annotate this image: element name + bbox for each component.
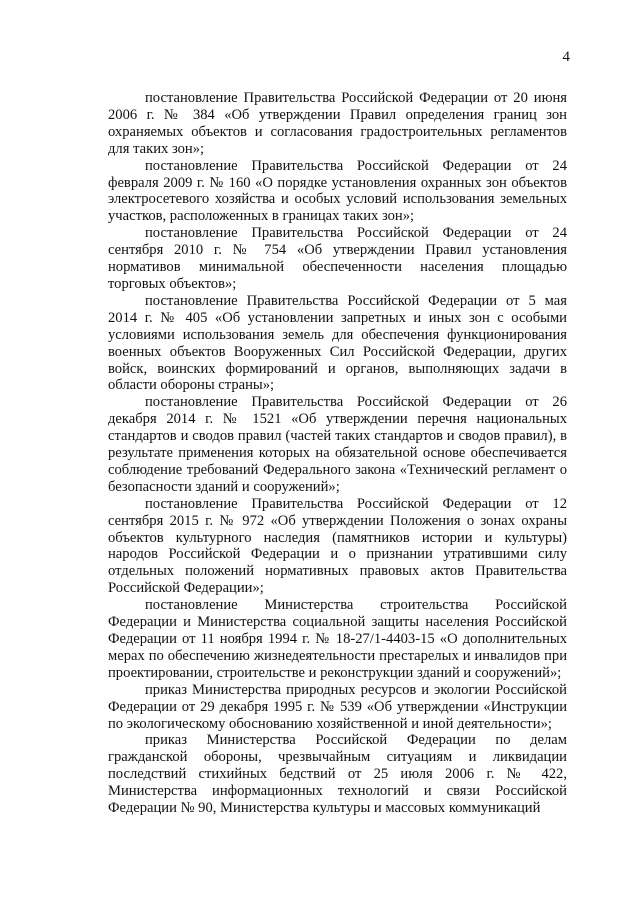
paragraph-resolution-972: постановление Правительства Российской Федерации от 12 сентября 2015 г. № 972 «Об утверждении Положения о зонах охраны объектов культурного наследия (памятников истории и культуры) народов Российской Федерации и о признании утратившими силу отдельных положений нормативных правовых актов Правительства Российской Федерации»; [108,495,567,597]
page-number: 4 [562,49,570,65]
paragraph-resolution-405: постановление Правительства Российской Федерации от 5 мая 2014 г. № 405 «Об установлении запретных и иных зон с особыми условиями использования земель для обеспечения функционирования военных объектов Вооруженных Сил Российской Федерации, других войск, воинских формирований и органов, выполняющих задачи в области обороны страны»; [108,292,567,394]
document-body [108,90,567,817]
paragraph-resolution-384: постановление Правительства Российской Федерации от 20 июня 2006 г. № 384 «Об утверждении Правил определения границ зон охраняемых объектов и согласования градостроительных регламентов для таких зон»; [108,90,567,157]
paragraph-resolution-160: постановление Правительства Российской Федерации от 24 февраля 2009 г. № 160 «О порядке установления охранных зон объектов электросетевого хозяйства и особых условий использования земельных участков, расположенных в границах таких зон»; [108,157,567,225]
paragraph-resolution-754: постановление Правительства Российской Федерации от 24 сентября 2010 г. № 754 «Об утверждении Правил установления нормативов минимальной обеспеченности населения площадью торговых объектов»; [108,225,567,292]
paragraph-order-422: приказ Министерства Российской Федерации по делам гражданской обороны, чрезвычайным ситуациям и ликвидации последствий стихийных бедствий от 25 июля 2006 г. № 422, Министерства информационных технологий и связи Российской Федерации № 90, Министерства культуры и массовых коммуникаций [108,732,567,817]
paragraph-resolution-1521: постановление Правительства Российской Федерации от 26 декабря 2014 г. № 1521 «Об утверждении перечня национальных стандартов и сводов правил (частей таких стандартов и сводов правил), в результате применения которых на обязательной основе обеспечивается соблюдение требований Федерального закона «Технический регламент о безопасности зданий и сооружений»; [108,394,567,495]
paragraph-ministry-resolution-18-27: постановление Министерства строительства Российской Федерации и Министерства социальной защиты населения Российской Федерации от 11 ноября 1994 г. № 18-27/1-4403-15 «О дополнительных мерах по обеспечению жизнедеятельности престарелых и инвалидов при проектировании, строительстве и реконструкции зданий и сооружений»; [108,597,567,681]
paragraph-order-539: приказ Министерства природных ресурсов и экологии Российской Федерации от 29 декабря 1995 г. № 539 «Об утверждении «Инструкции по экологическому обоснованию хозяйственной и иной деятельности»; [108,681,567,732]
